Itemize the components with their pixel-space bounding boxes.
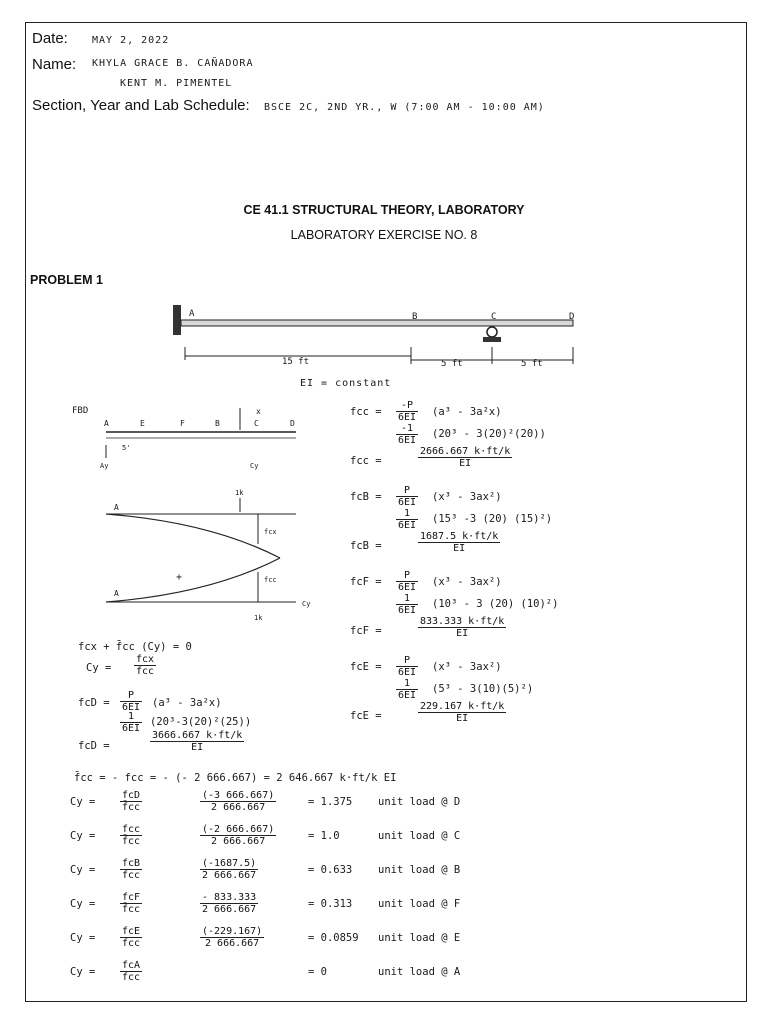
result-lhs: Cy = (70, 830, 96, 842)
result-f (120, 892, 142, 915)
result-v (200, 926, 264, 949)
result-val: = 0.0859 (308, 932, 359, 944)
shape2-a: A (114, 589, 119, 598)
right-eq-sub-expr: (5³ - 3(10)(5)²) (432, 683, 534, 695)
right-eq-sub-den: 6EI (398, 435, 417, 446)
course-title: CE 41.1 STRUCTURAL THEORY, LABORATORY (243, 203, 525, 217)
right-eq-p (396, 570, 418, 593)
span-bc: 5 ft (441, 359, 463, 369)
right-eq-sub-num: 1 (396, 678, 418, 690)
right-eq-lhs: fcE = (350, 661, 382, 673)
fbd-a: A (104, 419, 109, 428)
result-v-num: - 833.333 (202, 892, 257, 903)
result-val: = 1.375 (308, 796, 353, 808)
right-eq-res (418, 616, 506, 639)
unit-load-1: 1k (235, 489, 244, 497)
result-unit: unit load @ C (378, 830, 461, 842)
fcd-lhs: fcD = (78, 697, 110, 709)
cy-lhs: Cy = (86, 662, 112, 674)
problem-label: PROBLEM 1 (30, 273, 103, 287)
name-2: KENT M. PIMENTEL (120, 78, 233, 89)
result-unit: unit load @ E (378, 932, 461, 944)
right-eq-lhs: fcB = (350, 491, 382, 503)
result-v-den: 2 666.667 (211, 802, 266, 813)
fixed-support (173, 305, 181, 335)
result-v-num: (-2 666.667) (202, 824, 275, 835)
right-eq-res-num: 229.167 k·ft/k (420, 701, 505, 712)
result-lhs: Cy = (70, 932, 96, 944)
right-eq-res-num: 2666.667 k·ft/k (420, 446, 511, 457)
result-val: = 0.313 (308, 898, 353, 910)
right-eq-res (418, 701, 506, 724)
right-eq-res-lhs: fcF = (350, 625, 382, 637)
date-label: Date: (32, 30, 68, 47)
right-eq-p-num: P (396, 570, 418, 582)
cy-label: Cy (302, 600, 311, 608)
right-eq-expr: (x³ - 3ax²) (432, 576, 502, 588)
result-v-den: 2 666.667 (205, 938, 260, 949)
result-v-num: (-1687.5) (202, 858, 257, 869)
right-eq-sub (396, 593, 418, 616)
right-eq-res-den: EI (453, 543, 466, 554)
unit-load-2: 1k (254, 614, 263, 622)
fbd-label: FBD (72, 406, 89, 416)
right-eq-p (396, 485, 418, 508)
fcd-res-lhs: fcD = (78, 740, 110, 752)
right-eq-p (396, 655, 418, 678)
point-a: A (189, 309, 195, 319)
result-v-den: 2 666.667 (211, 836, 266, 847)
result-f-den: f̄cc (122, 836, 141, 847)
right-eq-res-lhs: fcB = (350, 540, 382, 552)
right-eq-sub-num: 1 (396, 593, 418, 605)
result-unit: unit load @ D (378, 796, 461, 808)
result-v-num: (-229.167) (202, 926, 263, 937)
name-1: KHYLA GRACE B. CAÑADORA (92, 58, 254, 69)
fcd-p-frac: $\frac{P}{6EI}$ (122, 690, 141, 713)
right-eq-res-den: EI (456, 713, 469, 724)
result-val: = 0 (308, 966, 327, 978)
right-eq-res-lhs: fcc = (350, 455, 382, 467)
fcd-expr: (a³ - 3a²x) (152, 697, 222, 709)
right-eq-p-den: 6EI (398, 582, 417, 593)
right-eq-res (418, 446, 512, 469)
result-f-den: fcc (122, 870, 141, 881)
name-label: Name: (32, 56, 77, 73)
result-f-num: fcF (122, 892, 141, 903)
right-eq-sub-den: 6EI (398, 605, 417, 616)
result-lhs: Cy = (70, 864, 96, 876)
fcd-res-frac: $\frac{3666.667 k\cdot ft/k}{EI}$ (152, 730, 243, 753)
right-eq-expr: (x³ - 3ax²) (432, 661, 502, 673)
result-f (120, 790, 142, 813)
fbd-b: B (215, 419, 220, 428)
right-eq-sub-expr: (20³ - 3(20)²(20)) (432, 428, 546, 440)
right-eq-p-num: P (396, 485, 418, 497)
result-f-den: f̄cc (122, 904, 141, 915)
right-eq-res-lhs: fcE = (350, 710, 382, 722)
result-f-num: fcD (122, 790, 141, 801)
right-eq-p-den: 6EI (398, 667, 417, 678)
right-eq-sub-num: 1 (396, 508, 418, 520)
right-eq-p (396, 400, 418, 423)
fbd-cy: Cy (250, 462, 259, 470)
cy-fraction: fcx fcc (136, 654, 155, 677)
result-val: = 0.633 (308, 864, 353, 876)
result-f-den: fcc (122, 972, 141, 983)
fcc-bar-eq: f̄cc = - fcc = - (- 2 666.667) = 2 646.667 k·ft/k EI (74, 772, 397, 784)
result-v-num: (-3 666.667) (202, 790, 275, 801)
point-b: B (412, 312, 418, 322)
fbd-spacing: 5' (122, 444, 131, 452)
right-eq-res-den: EI (459, 458, 472, 469)
result-v-den: 2 666.667 (202, 870, 257, 881)
fcx-label: fcx (264, 528, 277, 536)
right-eq-sub-num: -1 (396, 423, 418, 435)
fbd-x: x (256, 407, 261, 416)
result-unit: unit load @ B (378, 864, 461, 876)
result-v (200, 858, 258, 881)
span-cd: 5 ft (521, 359, 543, 369)
ei-note: EI = constant (300, 378, 392, 389)
result-v (200, 892, 258, 915)
fbd-e: E (140, 419, 145, 428)
result-f-num: fcE (122, 926, 141, 937)
compat-eq: fcx + f̄cc (Cy) = 0 (78, 641, 192, 653)
right-eq-res (418, 531, 500, 554)
right-eq-sub (396, 423, 418, 446)
fbd-ay: Ay (100, 462, 109, 470)
roller-support (487, 327, 497, 337)
plus-sign: + (176, 572, 183, 583)
right-eq-lhs: fcF = (350, 576, 382, 588)
right-eq-sub (396, 508, 418, 531)
right-eq-sub (396, 678, 418, 701)
right-eq-res-num: 833.333 k·ft/k (420, 616, 505, 627)
fbd-c: C (254, 419, 259, 428)
result-f (120, 858, 142, 881)
right-eq-lhs: fcc = (350, 406, 382, 418)
result-f (120, 960, 142, 983)
result-v (200, 824, 276, 847)
result-f-num: fcB (122, 858, 141, 869)
fbd-d: D (290, 419, 295, 428)
result-lhs: Cy = (70, 796, 96, 808)
right-eq-sub-den: 6EI (398, 690, 417, 701)
result-f-den: f̄cc (122, 802, 141, 813)
right-eq-p-num: -P (396, 400, 418, 412)
roller-base (483, 337, 501, 342)
right-eq-p-den: 6EI (398, 497, 417, 508)
fcd-sub-frac: $\frac{1}{6EI}$ (122, 711, 141, 734)
right-eq-expr: (a³ - 3a²x) (432, 406, 502, 418)
result-v (200, 790, 276, 813)
fcc-label: fcc (264, 576, 277, 584)
point-c: C (491, 312, 497, 322)
right-eq-sub-den: 6EI (398, 520, 417, 531)
result-f-num: fcA (122, 960, 141, 971)
point-d: D (569, 312, 575, 322)
right-eq-p-num: P (396, 655, 418, 667)
right-eq-sub-expr: (10³ - 3 (20) (10)²) (432, 598, 559, 610)
right-eq-expr: (x³ - 3ax²) (432, 491, 502, 503)
fbd-f: F (180, 419, 185, 428)
result-f-num: fcc (122, 824, 141, 835)
span-ab: 15 ft (282, 357, 310, 367)
result-val: = 1.0 (308, 830, 340, 842)
results-list (70, 790, 750, 1000)
shape1-a: A (114, 503, 119, 512)
result-v-den: 2 666.667 (202, 904, 257, 915)
result-unit: unit load @ A (378, 966, 461, 978)
result-lhs: Cy = (70, 898, 96, 910)
result-lhs: Cy = (70, 966, 96, 978)
section-label: Section, Year and Lab Schedule: (32, 97, 250, 114)
beam (181, 320, 573, 326)
fcd-sub-expr: (20³-3(20)²(25)) (150, 716, 252, 728)
exercise-title: LABORATORY EXERCISE NO. 8 (290, 228, 478, 242)
right-eq-sub-expr: (15³ -3 (20) (15)²) (432, 513, 553, 525)
result-f (120, 824, 142, 847)
result-f (120, 926, 142, 949)
result-f-den: fcc (122, 938, 141, 949)
section-value: BSCE 2C, 2ND YR., W (7:00 AM - 10:00 AM) (264, 102, 545, 113)
right-eq-res-den: EI (456, 628, 469, 639)
date-value: MAY 2, 2022 (92, 35, 170, 46)
result-unit: unit load @ F (378, 898, 461, 910)
right-eq-p-den: 6EI (398, 412, 417, 423)
right-equations (350, 400, 740, 760)
fbd-diagram (70, 400, 320, 625)
right-eq-res-num: 1687.5 k·ft/k (420, 531, 499, 542)
